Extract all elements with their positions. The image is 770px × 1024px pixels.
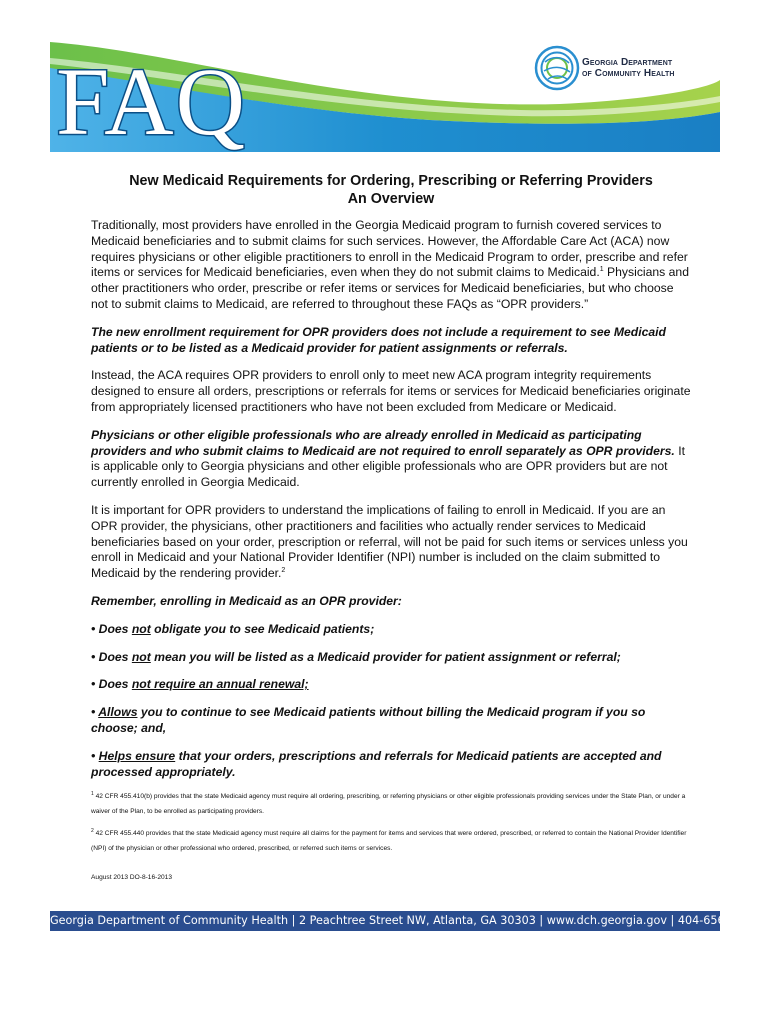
- footnote-text: 42 CFR 455.440 provides that the state Medicaid agency must require all claims for the payment for items and services that were ordered, prescribed, or referred to contain the National Provider Identifier (NPI) of the physician or other professional who ordered, prescribed, or referred such items or services.: [91, 830, 687, 852]
- remember-heading: Remember, enrolling in Medicaid as an OPR provider:: [91, 593, 402, 608]
- footer-bar: [50, 911, 758, 931]
- document-title-line1: New Medicaid Requirements for Ordering, Prescribing or Referring Providers: [129, 173, 653, 189]
- document-title-line2: An Overview: [347, 191, 435, 207]
- bullet-emphasis: Allows: [98, 705, 138, 720]
- header-banner: [0, 0, 770, 160]
- bullet-emphasis: not require an annual renewal;: [131, 677, 309, 692]
- aca-requirements-paragraph: Instead, the ACA requires OPR providers to enroll only to meet new ACA program integrity requirements designed to ensure all orders, prescriptions or referrals for items or services for Medicaid beneficiaries originate from appropriately licensed practitioners who have not been excluded from Medicare or Medicaid.: [91, 368, 691, 414]
- bullet-prefix: • Does: [91, 621, 132, 636]
- intro-paragraph: [91, 218, 691, 313]
- implications-paragraph: [91, 503, 691, 582]
- footnote-number: 1: [91, 791, 94, 798]
- footnote-text: 42 CFR 455.410(b) provides that the state Medicaid agency must require all ordering, prescribing, or referring physicians or other eligible professionals providing services under the State Plan, or under a waiver of the Plan, to be enrolled as participating providers.: [91, 793, 686, 815]
- bullet-text: obligate you to see Medicaid patients;: [150, 621, 375, 636]
- bullet-item: [91, 677, 691, 693]
- already-enrolled-text: It is applicable only to Georgia physicians and other eligible professionals who are OPR providers but are not currently enrolled in Georgia Medicaid.: [91, 443, 685, 490]
- agency-name: [582, 57, 675, 79]
- footnote-number: 2: [91, 828, 94, 835]
- footnote-ref-2: 2: [281, 567, 286, 575]
- agency-name-line1: Georgia Department: [582, 57, 673, 68]
- already-enrolled-emphasis: Physicians or other eligible professionals who are already enrolled in Medicaid as participating providers and who submit claims to Medicaid are not required to enroll separately as OPR providers.: [91, 427, 675, 458]
- intro-text-continued: Physicians and other practitioners who order, prescribe or refer items or services for Medicaid beneficiaries, but who choose not to submit claims to Medicaid, are referred to throughout these FAQs as “OPR providers.”: [91, 265, 689, 311]
- footnote-ref-1: 1: [599, 266, 604, 274]
- dch-logo-icon: [536, 47, 578, 89]
- bullet-emphasis: not: [131, 649, 151, 664]
- footer-contact-text: Georgia Department of Community Health | 2 Peachtree Street NW, Atlanta, GA 30303 | www.dch.georgia.gov | 404-656-4507: [50, 914, 758, 927]
- date-code: August 2013 DO-8-16-2013: [91, 874, 173, 882]
- bullet-item: [91, 622, 691, 638]
- bullet-item: [91, 749, 691, 781]
- bullet-prefix: •: [91, 748, 99, 763]
- footnote-1: [91, 790, 691, 819]
- bullet-emphasis: Helps ensure: [98, 748, 176, 763]
- implications-text: It is important for OPR providers to understand the implications of failing to enroll in Medicaid. If you are an OPR provider, the physicians, other practitioners and facilities who actually render services to Medicaid beneficiaries based on your order, prescription or referral, will not be paid for such items or services unless you enroll in Medicaid and your National Provider Identifier (NPI) number is included on the claim submitted to Medicaid by the rendering provider.: [91, 502, 688, 581]
- already-enrolled-paragraph: [91, 428, 691, 491]
- intro-text: Traditionally, most providers have enrolled in the Georgia Medicaid program to furnish covered services to Medicaid beneficiaries and to submit claims for such services. However, the Affordable Care Act (ACA) now requires physicians or other eligible practitioners to enroll in the Medicaid Program to order, prescribe and refer items or services for Medicaid beneficiaries, even when they do not submit claims to Medicaid.: [91, 218, 688, 280]
- bullet-prefix: • Does: [91, 649, 132, 664]
- enrollment-note-paragraph: The new enrollment requirement for OPR providers does not include a requirement to see Medicaid patients or to be listed as a Medicaid provider for patient assignments or referrals.: [91, 324, 666, 355]
- bullet-item: [91, 650, 691, 666]
- document-body: [91, 172, 691, 886]
- bullet-prefix: • Does: [91, 677, 132, 692]
- bullet-text: mean you will be listed as a Medicaid provider for patient assignment or referral;: [150, 649, 621, 664]
- faq-title: FAQ: [56, 48, 247, 155]
- footnote-2: [91, 827, 691, 856]
- agency-name-line2: of Community Health: [582, 68, 675, 79]
- bullet-text: you to continue to see Medicaid patients without billing the Medicaid program if you so choose; and,: [91, 705, 646, 735]
- bullet-item: [91, 705, 691, 737]
- document-title: [91, 172, 691, 208]
- bullet-emphasis: not: [131, 621, 151, 636]
- bullet-prefix: •: [91, 705, 99, 720]
- bullet-text: that your orders, prescriptions and referrals for Medicaid patients are accepted and processed appropriately.: [91, 748, 662, 779]
